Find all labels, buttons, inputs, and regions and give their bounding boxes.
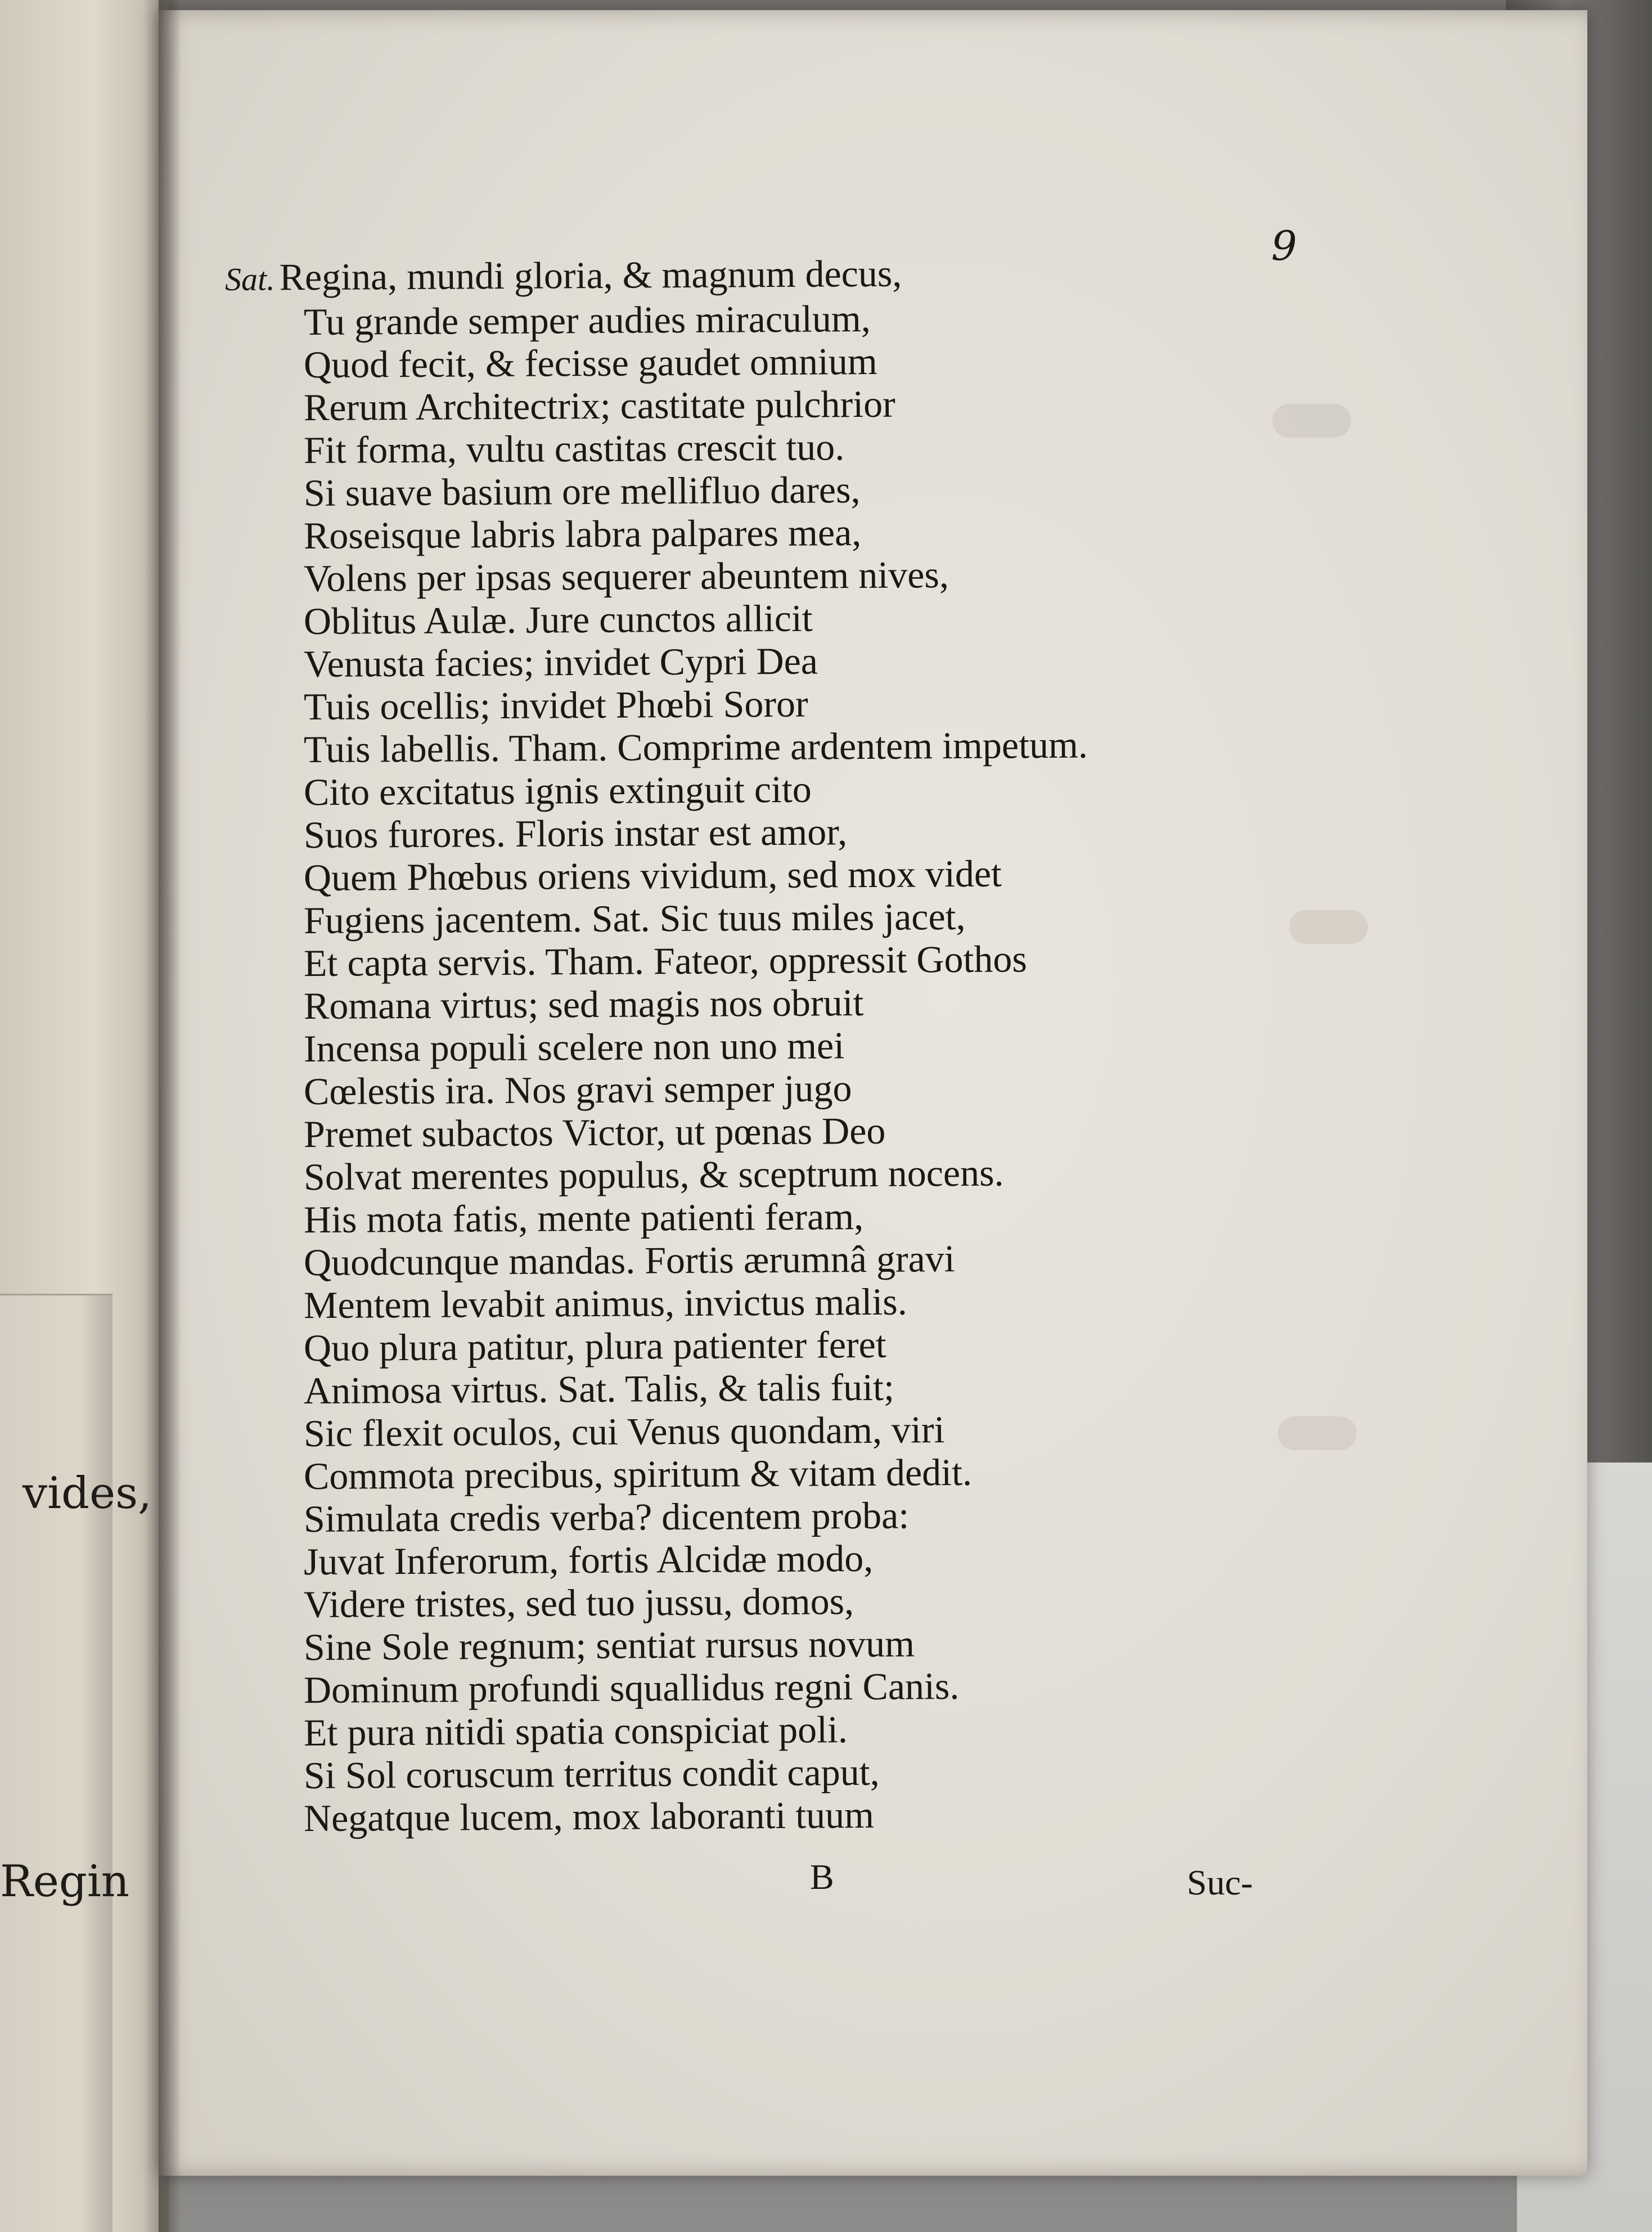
verse-line [225, 1449, 1249, 1498]
verse-line-text: Et capta servis. Tham. Fateor, oppressit Gothos [303, 937, 1028, 985]
verse-line-text: Solvat merentes populus, & sceptrum nocens. [303, 1151, 1004, 1199]
verse-line [225, 551, 1249, 600]
verse-line [225, 722, 1249, 771]
verse-line [225, 338, 1249, 386]
verse-line [225, 1534, 1249, 1583]
verse-line [225, 1663, 1249, 1712]
verse-line [225, 936, 1249, 985]
verse-line [225, 1577, 1249, 1626]
verse-line-text: Videre tristes, sed tuo jussu, domos, [303, 1580, 854, 1626]
verse-line [225, 250, 1249, 301]
verse-line [225, 637, 1249, 686]
verse-line [225, 466, 1249, 515]
verse-line-text: Tuis ocellis; invidet Phœbi Soror [303, 682, 808, 728]
verse-line [225, 1192, 1249, 1241]
verse-line-text: Tuis labellis. Tham. Comprime ardentem impetum. [303, 723, 1088, 771]
verse-line-text: His mota fatis, mente patienti feram, [303, 1195, 864, 1241]
verse-line-text: Cœlestis ira. Nos gravi semper jugo [303, 1066, 852, 1113]
verse-line-text: Sine Sole regnum; sentiat rursus novum [303, 1622, 915, 1669]
verse-line-text: Dominum profundi squallidus regni Canis. [303, 1664, 960, 1712]
verse-line-text: Quo plura patitur, plura patienter feret [303, 1322, 886, 1370]
verse-line-text: Fit forma, vultu castitas crescit tuo. [303, 425, 845, 472]
verse-line [225, 1364, 1249, 1412]
verse-line [225, 1107, 1249, 1156]
verse-line-text: Premet subactos Victor, ut pœnas Deo [303, 1109, 886, 1156]
show-through-mark [1289, 910, 1368, 944]
verse-line-text: Quod fecit, & fecisse gaudet omnium [303, 339, 877, 386]
verse-line [225, 1022, 1249, 1070]
verse-line [225, 979, 1249, 1028]
verso-fragment-regina: Regin [0, 1856, 130, 1907]
verse-line [225, 1748, 1249, 1797]
verse-line-text: Tu grande semper audies miraculum, [303, 296, 871, 344]
verse-line [225, 1706, 1249, 1754]
verse-line [225, 808, 1249, 857]
speaker-label: Sat. [224, 260, 275, 298]
verse-line [225, 1321, 1249, 1370]
verse-line-text: Simulata credis verba? dicentem proba: [303, 1493, 910, 1541]
verse-line-text: Fugiens jacentem. Sat. Sic tuus miles jacet, [303, 894, 966, 942]
verse-line [225, 1064, 1249, 1113]
verse-line-text: Animosa virtus. Sat. Talis, & talis fuit; [303, 1365, 895, 1412]
verse-line-text: Venusta facies; invidet Cypri Dea [303, 639, 818, 686]
verse-line [225, 1278, 1249, 1327]
show-through-mark [1278, 1416, 1357, 1450]
verse-line-text: Si suave basium ore mellifluo dares, [303, 468, 861, 515]
verse-line [225, 1235, 1249, 1284]
verse-line-text: Cito excitatus ignis extinguit cito [303, 767, 812, 814]
verso-page-fold [0, 1294, 112, 2232]
verse-line [225, 423, 1249, 472]
verse-line [225, 1791, 1249, 1840]
verse-line [225, 680, 1249, 728]
signature-mark: B [810, 1857, 834, 1897]
verse-line-text: Rerum Architectrix; castitate pulchrior [303, 382, 895, 429]
show-through-mark [1272, 404, 1351, 438]
verse-line-text: Quodcunque mandas. Fortis ærumnâ gravi [303, 1237, 955, 1284]
catchword: Suc- [1187, 1862, 1253, 1902]
verse-line-text: Negatque lucem, mox laboranti tuum [303, 1793, 875, 1840]
page-number: 9 [1271, 222, 1297, 269]
verse-line [225, 1150, 1249, 1199]
verso-fragment-vides: vides, [22, 1468, 152, 1519]
verse-line-text: Mentem levabit animus, invictus malis. [303, 1280, 907, 1327]
verse-line-text: Roseisque labris labra palpares mea, [303, 511, 862, 557]
verse-line [225, 850, 1249, 899]
verse-line-text: Et pura nitidi spatia conspiciat poli. [303, 1708, 848, 1754]
verse-line [225, 765, 1249, 814]
verse-line-text: Romana virtus; sed magis nos obruit [303, 981, 864, 1028]
verse-line-text: Sic flexit oculos, cui Venus quondam, viri [303, 1408, 945, 1455]
verse-line [225, 594, 1249, 643]
verse-line-text: Incensa populi scelere non uno mei [303, 1024, 845, 1070]
verse-line [225, 295, 1249, 344]
verse-line [225, 893, 1249, 942]
verse-line [225, 1492, 1249, 1541]
verse-line-text: Volens per ipsas sequerer abeuntem nives, [303, 553, 949, 600]
verse-line-text: Suos furores. Floris instar est amor, [303, 810, 848, 857]
verse-line-text: Si Sol coruscum territus condit caput, [303, 1750, 880, 1797]
book-gutter-shadow [159, 0, 181, 2232]
verse-line-text: Juvat Inferorum, fortis Alcidæ modo, [303, 1536, 874, 1583]
verse-line-text: Quem Phœbus oriens vividum, sed mox videt [303, 852, 1002, 899]
verse-line-text: Oblitus Aulæ. Jure cunctos allicit [303, 596, 813, 643]
verse-line-text: Commota precibus, spiritum & vitam dedit. [303, 1450, 973, 1498]
verse-line-text: Regina, mundi gloria, & magnum decus, [279, 251, 902, 299]
verse-line [225, 1406, 1249, 1455]
verse-line [225, 1620, 1249, 1669]
verse-line [225, 508, 1249, 557]
verse-line [225, 380, 1249, 429]
verse-text-block [224, 251, 1249, 1840]
